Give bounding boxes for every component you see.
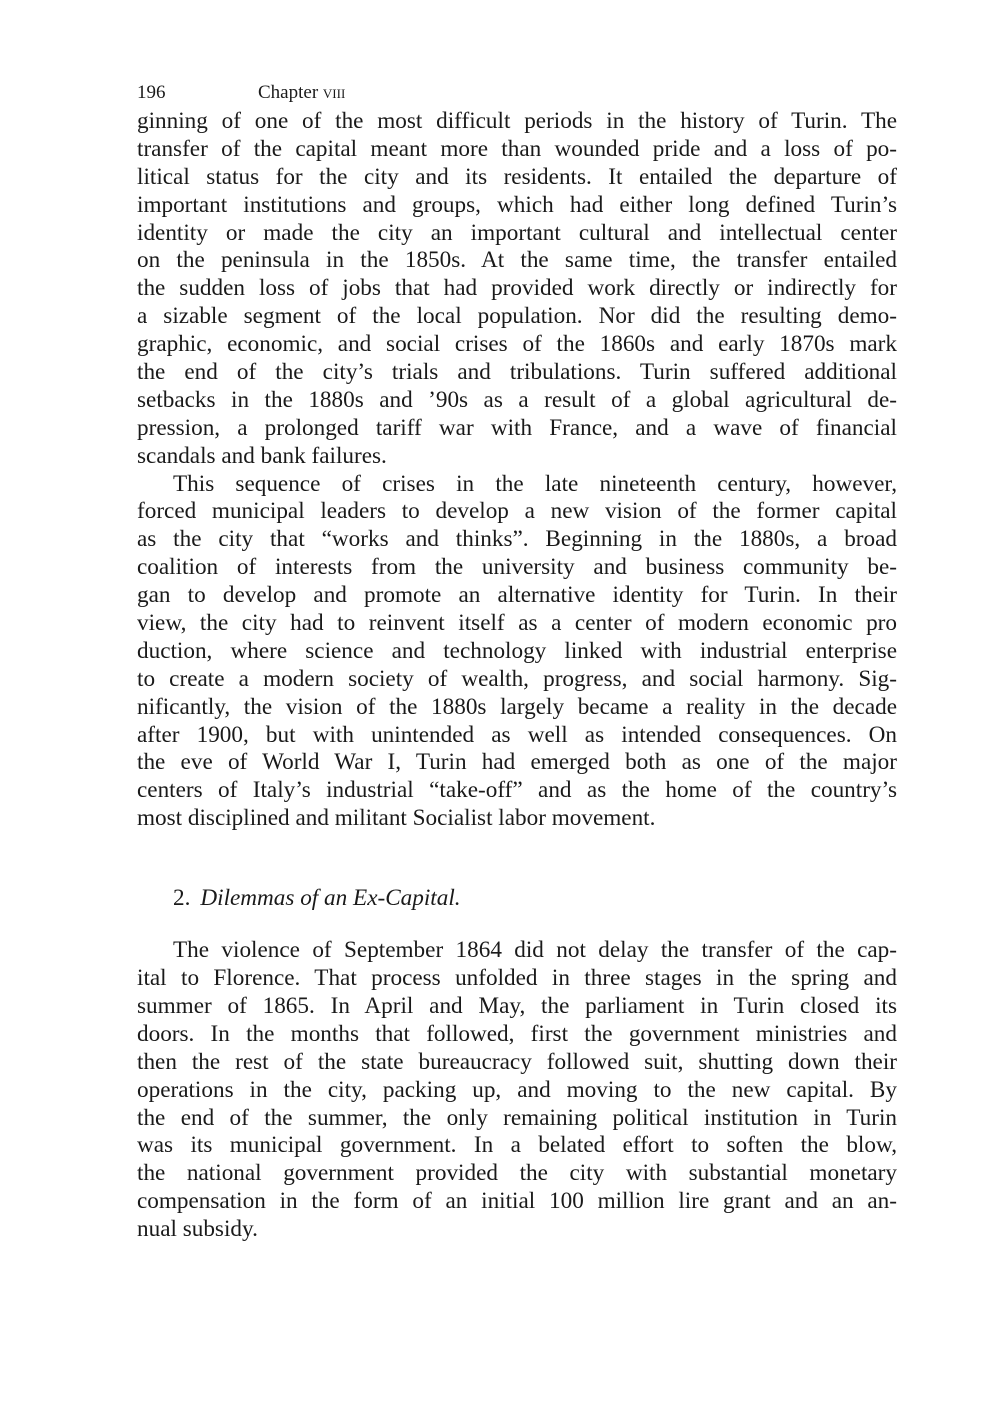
text-line: after 1900, but with unintended as well as intended consequences. On [137,721,897,748]
text-line: setbacks in the 1880s and ’90s as a result of a global agricultural de- [137,386,897,413]
chapter-label: Chapter [258,82,323,103]
paragraph [137,471,897,834]
text-line: as the city that “works and thinks”. Beginning in the 1880s, a broad [137,526,897,553]
text-line: the end of the city’s trials and tribulations. Turin suffered additional [137,359,897,386]
text-line: This sequence of crises in the late nineteenth century, however, [173,470,897,497]
chapter-numeral: viii [322,82,346,102]
section-heading [137,884,897,912]
section-title: Dilemmas of an Ex-Capital. [200,885,461,912]
text-line: the end of the summer, the only remaining political institution in Turin [137,1104,897,1131]
text-line: compensation in the form of an initial 100 million lire grant and an an- [137,1188,897,1215]
page-number: 196 [137,82,166,103]
text-line: pression, a prolonged tariff war with France, and a wave of financial [137,414,897,441]
text-line: transfer of the capital meant more than wounded pride and a loss of po- [137,135,897,162]
body-text-top [137,108,897,833]
paragraph [137,937,897,1244]
section-spacing-above [137,833,897,884]
text-line: nificantly, the vision of the 1880s largely became a reality in the decade [137,693,897,720]
running-head [137,78,897,106]
section-spacing-below [137,912,897,937]
text-line: forced municipal leaders to develop a new vision of the former capital [137,498,897,525]
text-line: centers of Italy’s industrial “take-off” and as the home of the country’s [137,777,897,804]
text-line: important institutions and groups, which had either long defined Turin’s [137,191,897,218]
text-line: ital to Florence. That process unfolded in three stages in the spring and [137,965,897,992]
text-line: most disciplined and militant Socialist labor movement. [137,805,656,832]
text-line: operations in the city, packing up, and moving to the new capital. By [137,1076,897,1103]
text-line: to create a modern society of wealth, progress, and social harmony. Sig- [137,665,897,692]
text-line: duction, where science and technology linked with industrial enterprise [137,637,897,664]
text-line: gan to develop and promote an alternative identity for Turin. In their [137,582,897,609]
text-line: nual subsidy. [137,1216,258,1243]
text-line: scandals and bank failures. [137,442,387,469]
text-line: coalition of interests from the university and business community be- [137,554,897,581]
book-page [137,78,897,1244]
text-line: litical status for the city and its residents. It entailed the departure of [137,163,897,190]
text-line: identity or made the city an important cultural and intellectual center [137,219,897,246]
text-line: the sudden loss of jobs that had provided work directly or indirectly for [137,275,897,302]
text-line: the national government provided the city with substantial monetary [137,1160,897,1187]
text-line: on the peninsula in the 1850s. At the same time, the transfer entailed [137,247,897,274]
body-text-bottom [137,937,897,1244]
text-line: view, the city had to reinvent itself as a center of modern economic pro [137,610,897,637]
text-line: The violence of September 1864 did not delay the transfer of the cap- [173,937,897,964]
section-number: 2. [173,885,191,912]
text-line: graphic, economic, and social crises of the 1860s and early 1870s mark [137,331,897,358]
text-line: a sizable segment of the local population. Nor did the resulting demo- [137,303,897,330]
text-line: was its municipal government. In a belated effort to soften the blow, [137,1132,897,1159]
text-line: then the rest of the state bureaucracy followed suit, shutting down their [137,1048,897,1075]
text-line: the eve of World War I, Turin had emerged both as one of the major [137,749,897,776]
text-line: summer of 1865. In April and May, the parliament in Turin closed its [137,992,897,1019]
paragraph [137,108,897,471]
text-line: ginning of one of the most difficult periods in the history of Turin. The [137,108,897,134]
text-line: doors. In the months that followed, first the government ministries and [137,1020,897,1047]
